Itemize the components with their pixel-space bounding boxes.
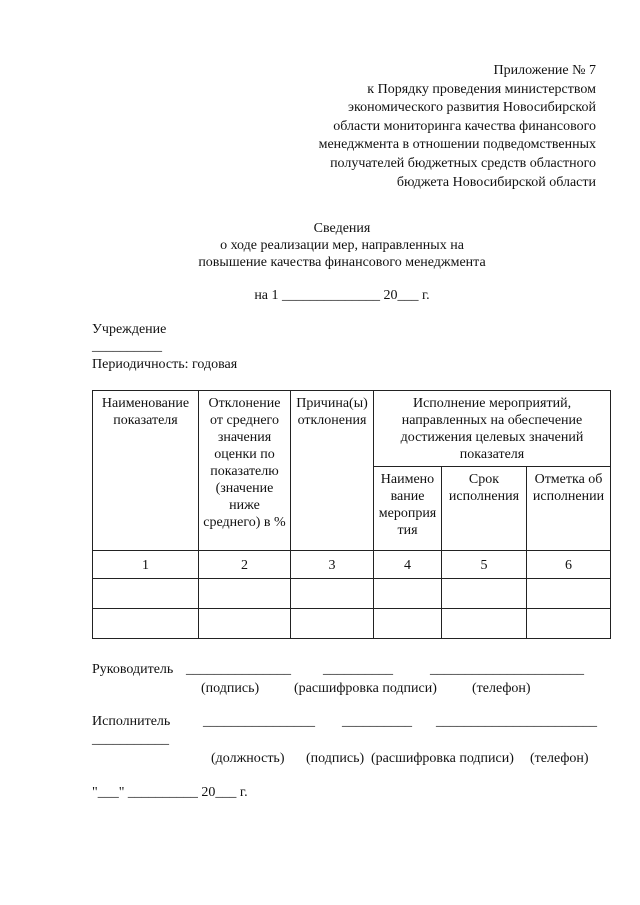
column-number: 5	[442, 551, 527, 579]
appendix-line: получателей бюджетных средств областного	[330, 155, 596, 171]
executor-decoding-line[interactable]: _______________________	[436, 714, 597, 729]
executor-label: Исполнитель	[92, 714, 171, 729]
executor-caption-signature: (подпись)	[306, 751, 365, 766]
header-reason: Причина(ы) отклонения	[291, 391, 374, 551]
table-cell[interactable]	[442, 609, 527, 639]
column-number: 2	[199, 551, 291, 579]
column-number-row	[93, 551, 611, 579]
title-line-3: повышение качества финансового менеджмента	[198, 255, 486, 270]
column-number: 1	[93, 551, 199, 579]
head-caption-signature: (подпись)	[201, 681, 260, 696]
appendix-line: бюджета Новосибирской области	[396, 174, 596, 190]
table-cell[interactable]	[527, 579, 611, 609]
table-row	[93, 579, 611, 609]
executor-signature-line[interactable]: __________	[342, 714, 412, 729]
column-number: 4	[374, 551, 442, 579]
head-decoding-line[interactable]: __________	[323, 662, 393, 677]
table-cell[interactable]	[527, 609, 611, 639]
header-mark: Отметка об исполнении	[527, 467, 611, 551]
header-deadline: Срок исполнения	[442, 467, 527, 551]
appendix-line: менеджмента в отношении подведомственных	[318, 137, 596, 153]
appendix-line: области мониторинга качества финансового	[333, 118, 596, 134]
executor-caption-phone: (телефон)	[530, 751, 589, 766]
head-caption-decoding: (расшифровка подписи)	[294, 681, 437, 696]
title-line-1: Сведения	[313, 221, 371, 236]
table-cell[interactable]	[93, 579, 199, 609]
table-cell[interactable]	[199, 609, 291, 639]
table-cell[interactable]	[291, 579, 374, 609]
table-cell[interactable]	[199, 579, 291, 609]
table-cell[interactable]	[374, 609, 442, 639]
head-caption-phone: (телефон)	[472, 681, 531, 696]
appendix-header	[266, 62, 596, 192]
table-cell[interactable]	[442, 579, 527, 609]
header-indicator: Наименование показателя	[93, 391, 199, 551]
institution-fill-line: __________	[92, 339, 162, 354]
column-number: 6	[527, 551, 611, 579]
report-date-line: на 1 ______________ 20___ г.	[254, 288, 430, 303]
executor-caption-position: (должность)	[211, 751, 285, 766]
column-number: 3	[291, 551, 374, 579]
header-deviation: Отклонение от среднего значения оценки по показателю (значение ниже среднего) в %	[199, 391, 291, 551]
table-cell[interactable]	[93, 609, 199, 639]
appendix-line: к Порядку проведения министерством	[367, 81, 596, 97]
document-title	[0, 220, 640, 271]
title-line-2: о ходе реализации мер, направленных на	[220, 238, 464, 253]
head-label: Руководитель	[92, 662, 174, 677]
head-signature-line[interactable]: _______________	[186, 662, 291, 677]
footer-date-line: "___" __________ 20___ г.	[92, 785, 248, 800]
header-row-1	[93, 391, 611, 467]
header-event-name: Наимено вание мероприя тия	[374, 467, 442, 551]
header-execution-group: Исполнение мероприятий, направленных на обеспечение достижения целевых значений показателя	[374, 391, 611, 467]
institution-label: Учреждение	[92, 322, 167, 337]
table-cell[interactable]	[291, 609, 374, 639]
executor-caption-decoding: (расшифровка подписи)	[371, 751, 514, 766]
periodicity-label: Периодичность: годовая	[92, 357, 238, 372]
report-table	[92, 390, 611, 639]
executor-phone-line[interactable]: ___________	[92, 732, 169, 747]
executor-position-line[interactable]: ________________	[203, 714, 315, 729]
head-phone-line[interactable]: ______________________	[430, 662, 584, 677]
table-cell[interactable]	[374, 579, 442, 609]
appendix-line: Приложение № 7	[493, 63, 596, 78]
table-row	[93, 609, 611, 639]
appendix-line: экономического развития Новосибирской	[348, 100, 596, 116]
